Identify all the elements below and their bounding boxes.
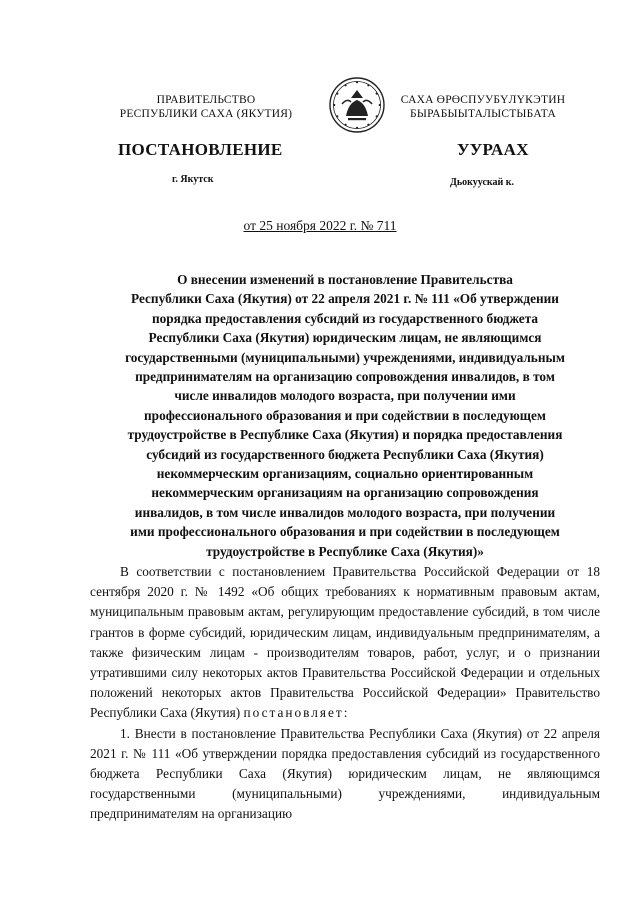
heading-line: некоммерческим организациям на организацию сопровождения [151, 485, 539, 501]
decree-word: постановляет: [243, 705, 350, 721]
issuer-name-russian [96, 93, 316, 121]
heading-line: Республики Саха (Якутия) от 22 апреля 2021 г. № 111 «Об утверждении [131, 291, 559, 307]
document-type-russian: ПОСТАНОВЛЕНИЕ [118, 140, 283, 159]
issuer-line: БЫРАБЫЫТАЛЫСТЫБАТА [410, 108, 556, 120]
issuer-name-sakha [368, 93, 598, 121]
document-type-sakha: УУРААХ [457, 140, 529, 159]
heading-line: трудоустройстве в Республике Саха (Якутия)» [206, 543, 484, 559]
heading-line: инвалидов, в том числе инвалидов молодого возраста, при получении [134, 504, 556, 520]
body-paragraph: 1. Внести в постановление Правительства Республики Саха (Якутия) от 22 апреля 2021 г. № 111 «Об утверждении порядка предоставления субсидий из государственного бюджета Республики Саха (Якутия) юридическим лицам, не являющимся государственными (муниципальными) учреждениями, индивидуальным предпринимателям на организацию [90, 725, 600, 822]
body-paragraph [90, 562, 600, 724]
heading-line: предпринимателям на организацию сопровождения инвалидов, в том [135, 369, 555, 385]
issuer-line: ПРАВИТЕЛЬСТВО [156, 94, 256, 106]
heading-line: ими профессионального образования и при содействии в последующем [130, 524, 560, 540]
heading-line: Республики Саха (Якутия) юридическим лицам, не являющимся [148, 330, 542, 346]
heading-line: некоммерческим организациям, социально ориентированным [156, 466, 534, 482]
heading-line: трудоустройстве в Республике Саха (Якутия) и порядка предоставления [127, 427, 563, 443]
place-sakha: Дьокуускай к. [450, 177, 515, 188]
document-date-number: от 25 ноября 2022 г. № 711 [243, 218, 397, 233]
document-heading [90, 270, 600, 561]
issuer-line: РЕСПУБЛИКИ САХА (ЯКУТИЯ) [119, 108, 293, 120]
place-russian: г. Якутск [172, 174, 214, 185]
heading-line: профессионального образования и при содействии в последующем [144, 407, 546, 423]
paragraph-text: В соответствии с постановлением Правительства Российской Федерации от 18 сентября 2020 г. № 1492 «Об общих требованиях к нормативным правовым актам, муниципальным правовым актам, регулирующим предоставление субсидий, в том числе грантов в форме субсидий, юридическим лицам, индивидуальным предпринимателям, а также физическим лицам - производителям товаров, работ, услуг, и о признании утратившими силу некоторых актов Правительства Российской Федерации и отдельных положений некоторых актов Правительства Российской Федерации» Правительство Республики Саха (Якутия) [90, 564, 600, 721]
heading-line: числе инвалидов молодого возраста, при получении ими [174, 388, 516, 404]
heading-line: О внесении изменений в постановление Правительства [177, 272, 513, 287]
heading-line: государственными (муниципальными) учреждениями, индивидуальным [125, 349, 565, 365]
document-body [90, 562, 600, 825]
issuer-line: САХА ӨРӨСПУУБҮЛҮКЭТИН [400, 94, 566, 106]
heading-line: порядка предоставления субсидий из государственного бюджета [151, 310, 539, 326]
heading-line: субсидий из государственного бюджета Республики Саха (Якутия) [146, 446, 544, 462]
